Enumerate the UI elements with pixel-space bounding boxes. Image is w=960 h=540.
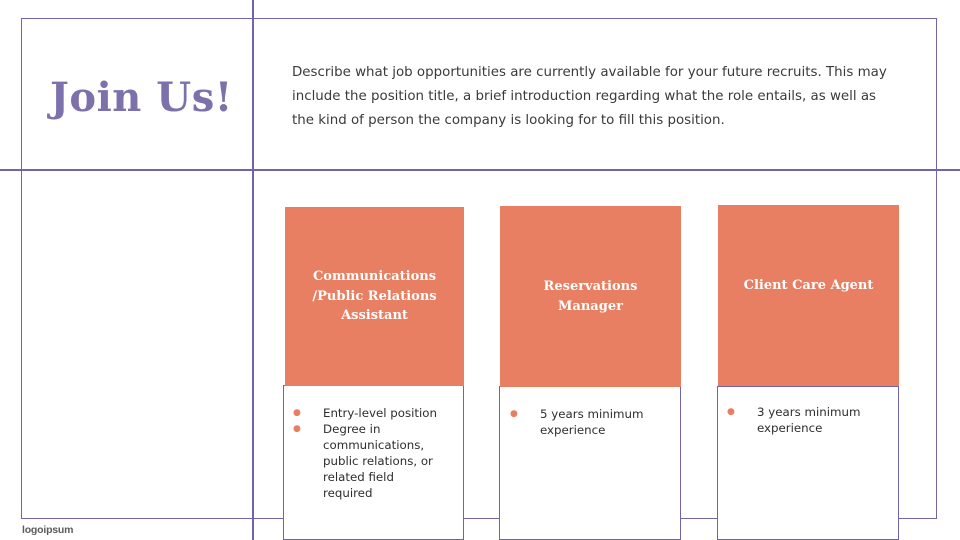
company-logo: logoipsum [22,524,74,536]
bullet-text: 5 years minimum experience [540,407,644,437]
list-item [293,421,441,501]
job-card-3-title: Client Care Agent [743,277,874,293]
bullet-dot-icon: ● [727,407,735,417]
bullet-text: 3 years minimum experience [757,405,861,435]
bullet-text: Degree in communications, public relations, or related field required [323,422,433,500]
bullet-dot-icon: ● [293,424,301,434]
job-card-2-bullets [510,406,650,438]
list-item [293,405,455,421]
job-card-2-header [500,206,681,387]
bullet-text: Entry-level position [323,406,437,420]
job-card-3-bullets [727,404,867,436]
bullet-dot-icon: ● [510,409,518,419]
job-card-1-header [285,207,464,386]
job-card-1-title: Communications /Public Relations Assistant [312,269,437,324]
list-item [510,406,650,438]
job-card-3-header [718,205,899,386]
slide-title: Join Us! [50,74,233,121]
intro-paragraph: Describe what job opportunities are currently available for your future recruits. This may include the position title, a brief introduction regarding what the role entails, as well as the kind of person the company is looking for to fill this position. [292,65,887,128]
job-card-1-bullets [293,405,455,501]
bullet-dot-icon: ● [293,408,301,418]
list-item [727,404,867,436]
job-card-2-title: Reservations Manager [543,279,638,314]
